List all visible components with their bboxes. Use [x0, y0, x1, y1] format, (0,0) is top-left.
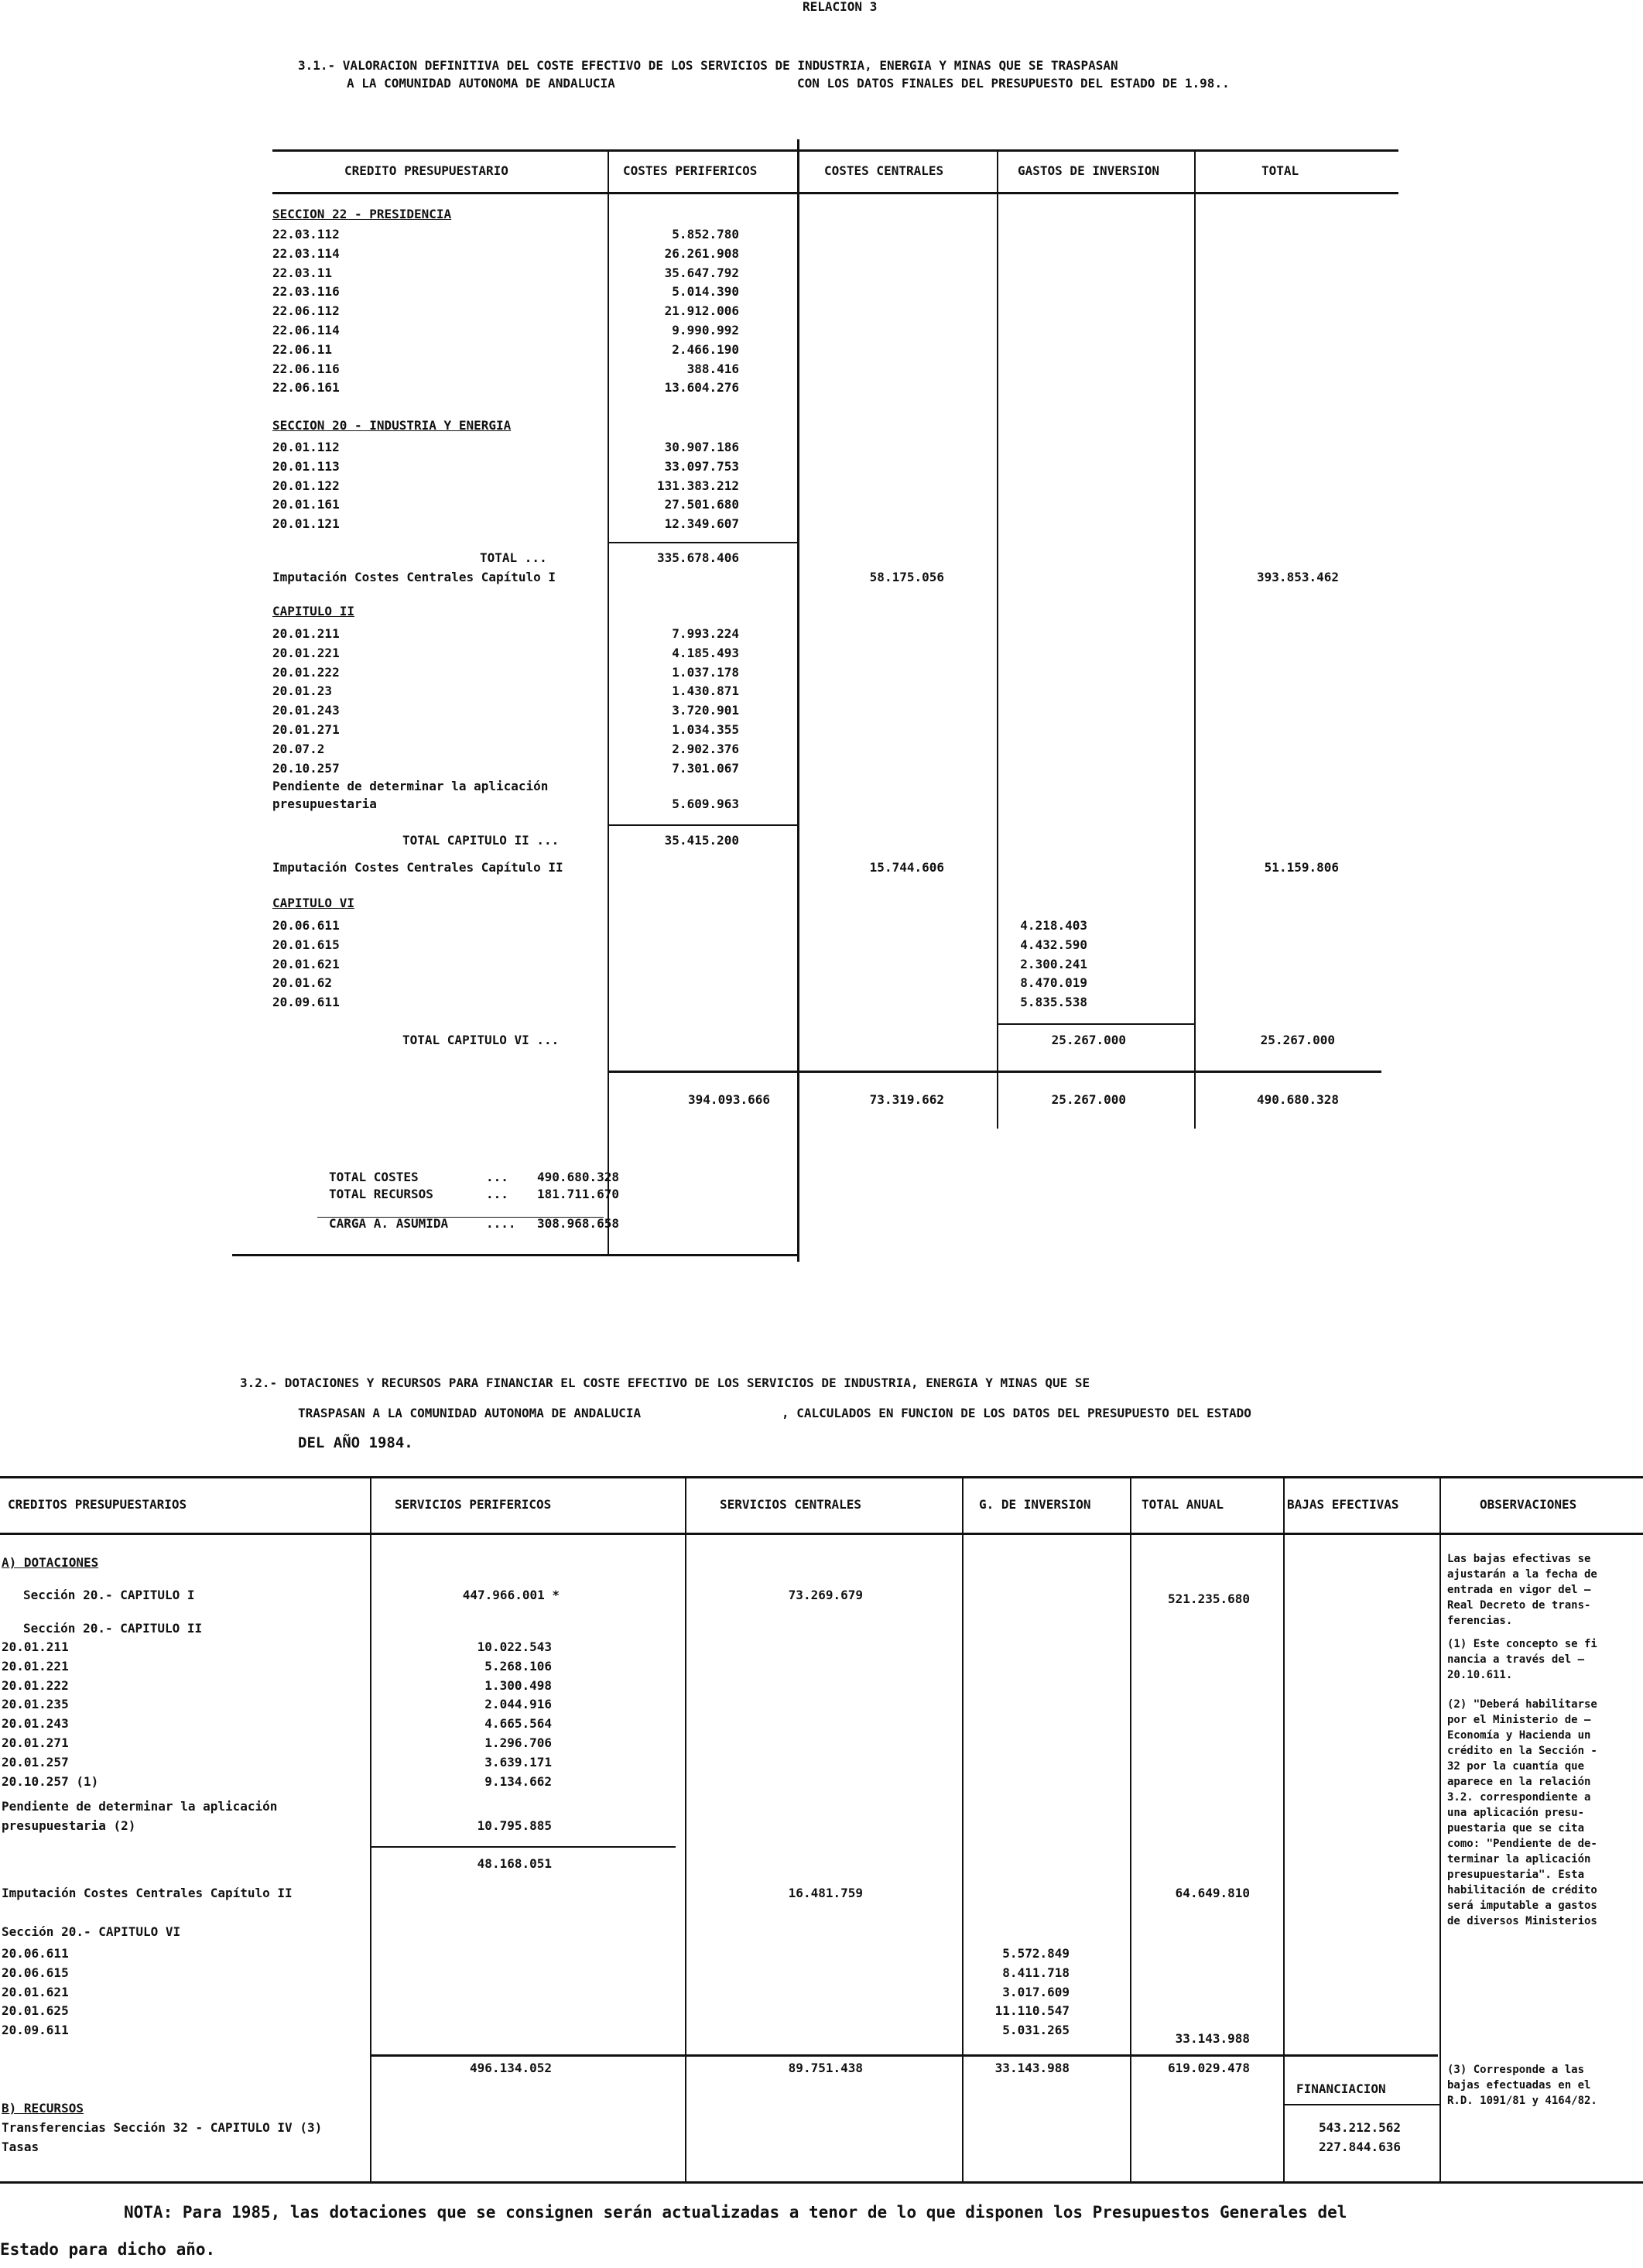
t1-pend-line1: Pendiente de determinar la aplicación — [272, 779, 549, 793]
t1-summary-label: TOTAL COSTES — [329, 1170, 419, 1184]
t2-row-perifericos: 9.134.662 — [484, 1773, 552, 1789]
t2-cap2-rule — [370, 1846, 676, 1848]
t1-row-perifericos: 21.912.006 — [664, 303, 739, 319]
t1-row-code: 22.03.114 — [272, 245, 340, 261]
t1-row-code: 20.01.113 — [272, 458, 340, 474]
t1-totcap2-label: TOTAL CAPITULO II ... — [402, 833, 560, 848]
t1-row-code: 20.01.211 — [272, 626, 340, 641]
t2-row-inversion: 3.017.609 — [1002, 1984, 1070, 1999]
t1-row-perifericos: 27.501.680 — [664, 497, 739, 512]
t1-row-perifericos: 131.383.212 — [657, 478, 739, 493]
t1-row-inversion: 8.470.019 — [1020, 975, 1087, 991]
t1-row-inversion: 2.300.241 — [1020, 956, 1087, 971]
t2-imput-central: 16.481.759 — [788, 1886, 863, 1900]
t1-row-perifericos: 12.349.607 — [664, 516, 739, 532]
t2-col-line-2 — [685, 1476, 686, 2183]
t1-row-code: 20.01.221 — [272, 645, 340, 660]
t1-summary-dots: ... — [486, 1187, 508, 1201]
table2-title-line2b: , CALCULADOS EN FUNCION DE LOS DATOS DEL PRESUPUESTO DEL ESTADO — [782, 1406, 1251, 1420]
t1-imput2-label: Imputación Costes Centrales Capítulo II — [272, 860, 563, 875]
t1-row-perifericos: 3.720.901 — [672, 703, 739, 718]
t1-row-perifericos: 7.993.224 — [672, 626, 739, 641]
t2-financiacion: FINANCIACION — [1296, 2081, 1386, 2096]
t1-grand-total: 25.267.000 — [1051, 1092, 1126, 1107]
t1-totcap6-label: TOTAL CAPITULO VI ... — [402, 1033, 560, 1047]
t2-pend-line1: Pendiente de determinar la aplicación — [2, 1799, 278, 1814]
t1-imput2-central: 15.744.606 — [869, 860, 944, 875]
t1-row-code: 20.01.122 — [272, 478, 340, 493]
t2-b-line2: Tasas — [2, 2140, 39, 2154]
t1-row-code: 22.06.116 — [272, 361, 340, 376]
t2-row-perifericos: 5.268.106 — [484, 1658, 552, 1674]
t1-imput1-label: Imputación Costes Centrales Capítulo I — [272, 570, 556, 584]
t2-header-centrales: SERVICIOS CENTRALES — [720, 1497, 862, 1512]
table2-title-line3: DEL AÑO 1984. — [298, 1434, 413, 1451]
t2-obs-4: (3) Corresponde a las bajas efectuadas en el R.D. 1091/81 y 4164/82. — [1447, 2064, 1597, 2107]
t2-obs-3: (2) "Deberá habilitarse por el Ministerio de — Economía y Hacienda un crédito en la Sección - 32 por la cuantía que aparece en la relación 3.2. correspondiente a una aplicación presu- puestaria que se cita como: "Pendiente de de- terminar la aplicación presupuestaria". Esta habilitación de crédito será imputable a gastos de diversos Ministerios — [1447, 1698, 1597, 1927]
t1-header-total: TOTAL — [1261, 163, 1299, 178]
t2-col-line-5 — [1283, 1476, 1285, 2183]
t2-row-inversion: 5.572.849 — [1002, 1946, 1070, 1961]
t1-summary-value: 181.711.670 — [537, 1187, 619, 1201]
t1-row-perifericos: 5.852.780 — [672, 227, 739, 242]
t1-total-label: TOTAL ... — [480, 550, 547, 565]
t1-row-perifericos: 2.902.376 — [672, 741, 739, 756]
t1-row-code: 20.06.611 — [272, 918, 340, 933]
t2-imput-total: 64.649.810 — [1175, 1886, 1250, 1900]
t2-row-inversion: 8.411.718 — [1002, 1965, 1070, 1980]
t1-summary-dots: .... — [486, 1216, 516, 1231]
t1-row-inversion: 4.432.590 — [1020, 937, 1087, 952]
t1-summary-label: TOTAL RECURSOS — [329, 1187, 433, 1201]
t1-row-code: 20.01.271 — [272, 722, 340, 737]
t2-obs-1: Las bajas efectivas se ajustarán a la fecha de entrada en vigor del — Real Decreto de trans- ferencias. — [1447, 1553, 1597, 1627]
t1-imput1-total: 393.853.462 — [1257, 570, 1339, 584]
t1-row-code: 22.06.112 — [272, 303, 340, 319]
t1-totcap2-value: 35.415.200 — [664, 833, 739, 848]
t1-row-inversion: 5.835.538 — [1020, 995, 1087, 1010]
t1-row-code: 20.01.112 — [272, 440, 340, 454]
t1-header-credito: CREDITO PRESUPUESTARIO — [344, 163, 508, 178]
t1-row-code: 20.01.615 — [272, 937, 340, 952]
t1-row-code: 22.06.114 — [272, 323, 340, 337]
t1-row-code: 22.06.11 — [272, 341, 333, 357]
t2-row-code: 20.01.243 — [2, 1716, 69, 1732]
t1-pend-line2: presupuestaria — [272, 797, 377, 811]
t2-row-code: 20.01.235 — [2, 1697, 69, 1712]
t2-header-bajas: BAJAS EFECTIVAS — [1287, 1497, 1399, 1512]
t2-header-creditos: CREDITOS PRESUPUESTARIOS — [8, 1497, 187, 1512]
t1-row-perifericos: 5.014.390 — [672, 284, 739, 300]
t2-row-perifericos: 1.300.498 — [484, 1677, 552, 1693]
t2-row-code: 20.09.611 — [2, 2023, 69, 2038]
t1-summary-value: 308.968.658 — [537, 1216, 619, 1231]
t1-col-line-4 — [1194, 149, 1196, 1129]
t2-header-total-anual: TOTAL ANUAL — [1142, 1497, 1224, 1512]
t2-row-perifericos: 1.296.706 — [484, 1735, 552, 1750]
t1-row-code: 22.06.161 — [272, 380, 340, 396]
t2-row-perifericos: 10.022.543 — [477, 1639, 552, 1654]
t1-imput1-central: 58.175.056 — [869, 570, 944, 584]
nota-line1: NOTA: Para 1985, las dotaciones que se consignen serán actualizadas a tenor de lo que disponen los Presupuestos Generales del — [124, 2203, 1347, 2222]
t1-row-code: 20.01.222 — [272, 664, 340, 680]
t2-row-perifericos: 4.665.564 — [484, 1716, 552, 1732]
t2-sum-total: 496.134.052 — [470, 2061, 552, 2075]
t2-sum-total: 89.751.438 — [788, 2061, 863, 2075]
t1-header-centrales: COSTES CENTRALES — [824, 163, 944, 178]
nota-line2: Estado para dicho año. — [0, 2240, 216, 2259]
t2-row-code: 20.01.625 — [2, 2003, 69, 2019]
t2-row-code: 20.01.211 — [2, 1639, 69, 1654]
t1-grand-rule — [608, 1071, 1381, 1073]
t1-row-code: 20.09.611 — [272, 995, 340, 1010]
t1-row-perifericos: 33.097.753 — [664, 458, 739, 474]
t2-bajas-1: 543.212.562 — [1319, 2120, 1401, 2135]
t2-cap1-perifericos: 447.966.001 * — [462, 1588, 560, 1602]
t2-row-code: 20.06.615 — [2, 1965, 69, 1980]
t2-pend-line2: presupuestaria (2) — [2, 1818, 136, 1833]
t1-row-code: 22.03.112 — [272, 227, 340, 242]
table1-title-line2: A LA COMUNIDAD AUTONOMA DE ANDALUCIA — [347, 76, 615, 91]
t1-cap2-title: CAPITULO II — [272, 604, 354, 618]
t2-header-border — [0, 1533, 1643, 1535]
t2-row-code: 20.10.257 (1) — [2, 1773, 99, 1789]
t1-row-perifericos: 4.185.493 — [672, 645, 739, 660]
t2-row-code: 20.06.611 — [2, 1946, 69, 1961]
t1-row-code: 22.03.11 — [272, 265, 333, 280]
t2-row-code: 20.01.621 — [2, 1984, 69, 1999]
t1-header-inversion: GASTOS DE INVERSION — [1018, 163, 1160, 178]
t2-col-line-6 — [1439, 1476, 1441, 2183]
t1-row-code: 20.01.161 — [272, 497, 340, 512]
t2-row-perifericos: 2.044.916 — [484, 1697, 552, 1712]
t2-sum-total: 33.143.988 — [994, 2061, 1070, 2075]
t1-totcap6-total: 25.267.000 — [1260, 1033, 1335, 1047]
t1-row-perifericos: 1.430.871 — [672, 683, 739, 699]
table2-title-line2: TRASPASAN A LA COMUNIDAD AUTONOMA DE ANDALUCIA — [298, 1406, 642, 1420]
t2-sum-total: 619.029.478 — [1168, 2061, 1250, 2075]
t1-row-code: 20.01.621 — [272, 956, 340, 971]
t1-row-perifericos: 13.604.276 — [664, 380, 739, 396]
t1-grand-total: 490.680.328 — [1257, 1092, 1339, 1107]
t2-cap2-title: Sección 20.- CAPITULO II — [23, 1621, 203, 1636]
t2-b-line1: Transferencias Sección 32 - CAPITULO IV (3) — [2, 2120, 323, 2135]
t1-imput2-total: 51.159.806 — [1264, 860, 1339, 875]
t2-bottom-border — [0, 2181, 1643, 2184]
t2-row-code: 20.01.257 — [2, 1754, 69, 1770]
t1-top-border — [272, 149, 1398, 152]
t2-cap1-total: 521.235.680 — [1168, 1591, 1250, 1606]
t2-b-title: B) RECURSOS — [2, 2101, 84, 2116]
t1-cap2-rule — [608, 824, 797, 826]
t2-a-title: A) DOTACIONES — [2, 1555, 99, 1570]
t2-pend-value: 10.795.885 — [477, 1818, 552, 1833]
t2-bajas-2: 227.844.636 — [1319, 2140, 1401, 2154]
t1-row-perifericos: 30.907.186 — [664, 440, 739, 454]
t1-total-value: 335.678.406 — [657, 550, 739, 565]
t1-row-code: 20.01.121 — [272, 516, 340, 532]
t2-row-inversion: 11.110.547 — [994, 2003, 1070, 2019]
t1-totcap6-value: 25.267.000 — [1051, 1033, 1126, 1047]
t2-financ-rule — [1285, 2104, 1439, 2105]
t2-cap6-title: Sección 20.- CAPITULO VI — [2, 1924, 181, 1939]
t1-row-inversion: 4.218.403 — [1020, 918, 1087, 933]
t1-row-code: 20.01.23 — [272, 683, 333, 699]
t1-cap6-title: CAPITULO VI — [272, 896, 354, 910]
t2-top-border — [0, 1476, 1643, 1478]
t2-col-line-4 — [1130, 1476, 1131, 2183]
t2-header-observaciones: OBSERVACIONES — [1480, 1497, 1577, 1512]
t1-pend-value: 5.609.963 — [672, 797, 739, 811]
t1-row-perifericos: 1.034.355 — [672, 722, 739, 737]
t1-row-code: 20.01.62 — [272, 975, 333, 991]
t1-summary-value: 490.680.328 — [537, 1170, 619, 1184]
t2-imput-label: Imputación Costes Centrales Capítulo II — [2, 1886, 293, 1900]
t2-col-line-3 — [962, 1476, 964, 2183]
relacion-heading: RELACION 3 — [803, 0, 878, 14]
t1-row-perifericos: 26.261.908 — [664, 245, 739, 261]
t2-row-code: 20.01.221 — [2, 1658, 69, 1674]
t1-row-code: 22.03.116 — [272, 284, 340, 300]
t1-row-perifericos: 1.037.178 — [672, 664, 739, 680]
t1-header-perifericos: COSTES PERIFERICOS — [623, 163, 758, 178]
t1-row-code: 20.01.243 — [272, 703, 340, 718]
t2-cap6-total: 33.143.988 — [1175, 2031, 1250, 2046]
t1-summary-dots: ... — [486, 1170, 508, 1184]
table1-title-line2b: CON LOS DATOS FINALES DEL PRESUPUESTO DEL ESTADO DE 1.98.. — [797, 76, 1230, 91]
t2-row-perifericos: 3.639.171 — [484, 1754, 552, 1770]
t1-row-perifericos: 388.416 — [686, 361, 739, 376]
t2-obs-2: (1) Este concepto se fi nancia a través del — 20.10.611. — [1447, 1638, 1597, 1681]
t1-row-perifericos: 35.647.792 — [664, 265, 739, 280]
t1-row-code: 20.07.2 — [272, 741, 325, 756]
t2-cap1-label: Sección 20.- CAPITULO I — [23, 1588, 195, 1602]
t2-cap1-centrales: 73.269.679 — [788, 1588, 863, 1602]
t1-grand-total: 73.319.662 — [869, 1092, 944, 1107]
t1-row-perifericos: 2.466.190 — [672, 341, 739, 357]
t1-header-border — [272, 192, 1398, 194]
table1-title-line1: 3.1.- VALORACION DEFINITIVA DEL COSTE EFECTIVO DE LOS SERVICIOS DE INDUSTRIA, ENERGIA Y MINAS QUE SE TRASPASAN — [298, 58, 1118, 73]
t2-sum-rule — [370, 2054, 1438, 2057]
t1-sec20-title: SECCION 20 - INDUSTRIA Y ENERGIA — [272, 418, 512, 433]
t1-sec22-title: SECCION 22 - PRESIDENCIA — [272, 207, 452, 221]
t2-header-inversion: G. DE INVERSION — [979, 1497, 1091, 1512]
t1-total-rule — [608, 542, 797, 543]
t2-cap2-subtotal: 48.168.051 — [477, 1856, 552, 1871]
t1-row-perifericos: 9.990.992 — [672, 323, 739, 337]
t1-cap6-rule — [997, 1023, 1194, 1025]
t1-row-perifericos: 7.301.067 — [672, 760, 739, 776]
t2-row-inversion: 5.031.265 — [1002, 2023, 1070, 2038]
t1-grand-total: 394.093.666 — [688, 1092, 770, 1107]
t2-header-perifericos: SERVICIOS PERIFERICOS — [395, 1497, 552, 1512]
t1-summary-label: CARGA A. ASUMIDA — [329, 1216, 449, 1231]
t1-bottom-border — [232, 1254, 797, 1256]
table2-title-line1: 3.2.- DOTACIONES Y RECURSOS PARA FINANCIAR EL COSTE EFECTIVO DE LOS SERVICIOS DE INDUSTRIA, ENERGIA Y MINAS QUE SE — [240, 1376, 1090, 1390]
t1-row-code: 20.10.257 — [272, 760, 340, 776]
t2-row-code: 20.01.222 — [2, 1677, 69, 1693]
t2-row-code: 20.01.271 — [2, 1735, 69, 1750]
